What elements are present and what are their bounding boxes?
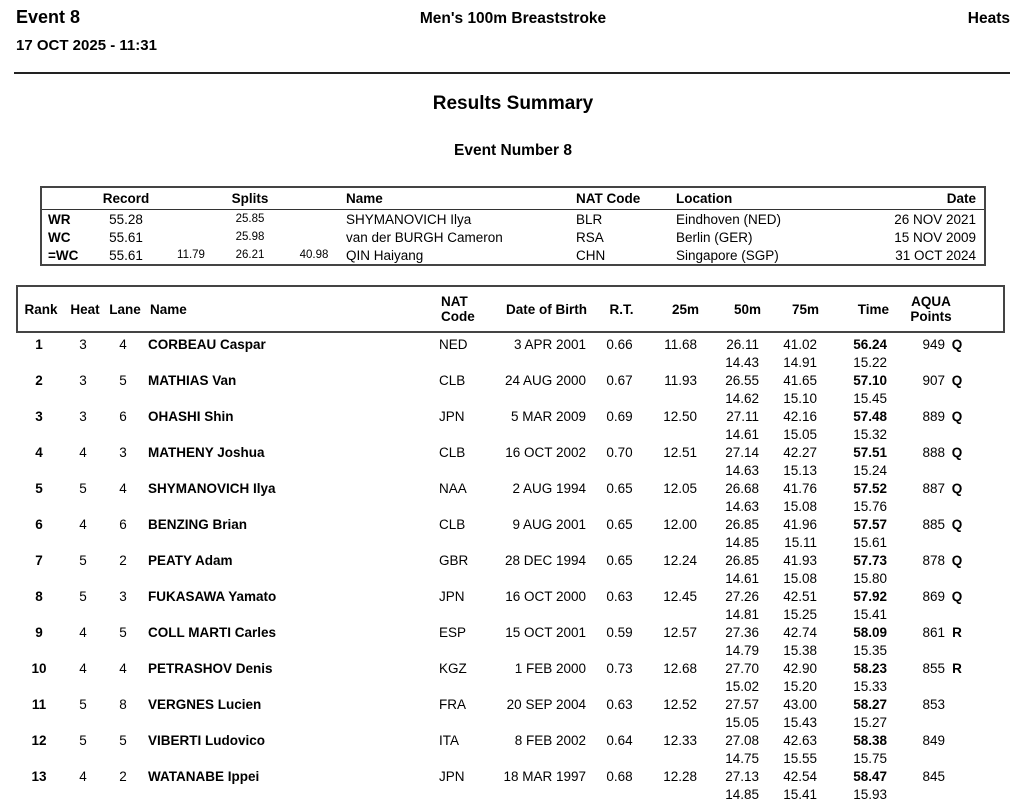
swimmer-name-cell: MATHENY Joshua: [148, 445, 265, 460]
points-value: 853: [922, 697, 945, 712]
swimmer-name-cell: VERGNES Lucien: [148, 697, 262, 712]
aqua-points-cell: [897, 480, 1005, 516]
lane-cell: 5: [119, 733, 127, 748]
split-50m-cell: 27.11 14.61: [725, 409, 759, 442]
qualification-flag: Q: [951, 337, 963, 352]
results-header-points-line1: AQUA: [911, 294, 951, 309]
lane-cell: 5: [119, 373, 127, 388]
final-time-cell: 58.09 15.35: [853, 625, 887, 658]
heat-cell: 5: [79, 697, 87, 712]
split-50m-cell: 26.11 14.43: [725, 337, 759, 370]
nat-code-cell: FRA: [439, 697, 466, 712]
date-of-birth-cell: 16 OCT 2002: [505, 445, 586, 460]
final-time-cell: 58.23 15.33: [853, 661, 887, 694]
split-50m-cell: 26.55 14.62: [725, 373, 759, 406]
results-header-25m: 25m: [671, 301, 699, 317]
aqua-points-cell: [897, 660, 1005, 696]
split-75m-cell: 42.90 15.20: [783, 661, 817, 694]
split-25m-cell: 12.05: [663, 481, 697, 496]
date-of-birth-cell: 5 MAR 2009: [510, 409, 586, 424]
lane-cell: 4: [119, 661, 127, 676]
swimmer-name-cell: VIBERTI Ludovico: [148, 733, 266, 748]
event-label: Event 8: [16, 7, 81, 27]
aqua-points-cell: [897, 588, 1005, 624]
reaction-time-cell: 0.70: [606, 445, 633, 460]
nat-code-cell: CLB: [439, 373, 466, 388]
lane-cell: 8: [119, 697, 127, 712]
final-time-cell: 57.52 15.76: [853, 481, 887, 514]
final-time-cell: 57.57 15.61: [853, 517, 887, 550]
split-25m-cell: 12.24: [663, 553, 697, 568]
split-50m-cell: 27.14 14.63: [725, 445, 759, 478]
split-75m-cell: 41.96 15.11: [783, 517, 817, 550]
rank-cell: 7: [35, 553, 43, 568]
results-header-rt: R.T.: [609, 301, 634, 317]
rank-cell: 13: [31, 769, 47, 784]
rank-cell: 4: [35, 445, 43, 460]
swimmer-name-cell: MATHIAS Van: [148, 373, 237, 388]
split-25m-cell: 12.00: [663, 517, 697, 532]
date-of-birth-cell: 15 OCT 2001: [505, 625, 586, 640]
points-value: 889: [922, 409, 945, 424]
result-row: [16, 444, 1005, 480]
records-header-name: Name: [346, 191, 383, 206]
date-of-birth-cell: 8 FEB 2002: [514, 733, 586, 748]
split-50m-cell: 26.68 14.63: [725, 481, 759, 514]
reaction-time-cell: 0.65: [606, 553, 633, 568]
heat-cell: 3: [79, 373, 87, 388]
records-header-location: Location: [676, 191, 733, 206]
split-50m-cell: 27.36 14.79: [725, 625, 759, 658]
date-of-birth-cell: 18 MAR 1997: [503, 769, 586, 784]
points-value: 855: [922, 661, 945, 676]
split-75m-cell: 41.65 15.10: [783, 373, 817, 406]
heat-cell: 4: [79, 625, 87, 640]
points-value: 869: [922, 589, 945, 604]
heat-cell: 4: [79, 661, 87, 676]
result-row: [16, 516, 1005, 552]
date-of-birth-cell: 1 FEB 2000: [514, 661, 586, 676]
reaction-time-cell: 0.59: [606, 625, 633, 640]
record-split-50: 26.21: [235, 249, 265, 261]
date-of-birth-cell: 3 APR 2001: [513, 337, 586, 352]
split-25m-cell: 12.68: [663, 661, 697, 676]
split-75m-cell: 41.02 14.91: [783, 337, 817, 370]
split-50m-cell: 26.85 14.85: [725, 517, 759, 550]
split-75m-cell: 42.16 15.05: [783, 409, 817, 442]
results-header-row: [16, 285, 1005, 333]
nat-code-cell: NAA: [439, 481, 467, 496]
nat-code-cell: NED: [439, 337, 468, 352]
split-50m-cell: 26.85 14.61: [725, 553, 759, 586]
swimmer-name-cell: FUKASAWA Yamato: [148, 589, 277, 604]
result-row: [16, 696, 1005, 732]
qualification-flag: [945, 696, 969, 714]
results-header-nat-line2: Code: [441, 309, 475, 324]
results-header-aqua-points: [899, 294, 1003, 324]
split-75m-cell: 42.51 15.25: [783, 589, 817, 622]
aqua-points-cell: [897, 552, 1005, 588]
results-header-points-line2: Points: [910, 309, 952, 324]
split-75m-cell: 42.63 15.55: [783, 733, 817, 766]
lane-cell: 4: [119, 481, 127, 496]
record-row: [42, 246, 984, 264]
records-body: [42, 210, 984, 264]
results-header-nat-code: [439, 294, 499, 324]
results-header-75m: 75m: [791, 301, 819, 317]
result-row: [16, 336, 1005, 372]
split-75m-cell: 42.27 15.13: [783, 445, 817, 478]
record-nat-code: BLR: [576, 211, 603, 227]
result-row: [16, 768, 1005, 804]
records-header-record: Record: [102, 191, 150, 206]
aqua-points-cell: [897, 444, 1005, 480]
result-row: [16, 372, 1005, 408]
result-row: [16, 588, 1005, 624]
reaction-time-cell: 0.64: [606, 733, 633, 748]
split-25m-cell: 11.68: [664, 337, 697, 352]
result-row: [16, 732, 1005, 768]
results-header-rank: Rank: [24, 301, 58, 317]
reaction-time-cell: 0.63: [606, 697, 633, 712]
split-25m-cell: 12.45: [663, 589, 697, 604]
split-50m-cell: 27.08 14.75: [725, 733, 759, 766]
record-time: 55.61: [109, 229, 143, 245]
record-nat-code: CHN: [576, 247, 606, 263]
aqua-points-cell: [897, 516, 1005, 552]
qualification-flag: R: [952, 625, 962, 640]
results-header-lane: Lane: [109, 301, 141, 317]
rank-cell: 1: [35, 337, 43, 352]
split-25m-cell: 11.93: [664, 373, 697, 388]
qualification-flag: [945, 732, 969, 750]
summary-title: Results Summary: [432, 93, 594, 114]
split-50m-cell: 27.57 15.05: [725, 697, 759, 730]
split-75m-cell: 43.00 15.43: [783, 697, 817, 730]
results-header-time: Time: [857, 301, 889, 317]
swimmer-name-cell: BENZING Brian: [148, 517, 248, 532]
aqua-points-cell: [897, 336, 1005, 372]
record-date: 31 OCT 2024: [895, 247, 976, 263]
points-value: 849: [922, 733, 945, 748]
qualification-flag: Q: [951, 445, 963, 460]
heat-cell: 5: [79, 481, 87, 496]
heat-cell: 5: [79, 733, 87, 748]
record-row: [42, 228, 984, 246]
record-date: 15 NOV 2009: [894, 229, 976, 245]
points-value: 845: [922, 769, 945, 784]
swimmer-name-cell: COLL MARTI Carles: [148, 625, 277, 640]
split-75m-cell: 42.54 15.41: [783, 769, 817, 802]
final-time-cell: 57.10 15.45: [853, 373, 887, 406]
reaction-time-cell: 0.66: [606, 337, 633, 352]
nat-code-cell: JPN: [439, 589, 465, 604]
final-time-cell: 58.47 15.93: [853, 769, 887, 802]
heat-cell: 5: [79, 553, 87, 568]
aqua-points-cell: [897, 732, 1005, 768]
record-holder-name: van der BURGH Cameron: [346, 229, 503, 245]
date-of-birth-cell: 24 AUG 2000: [504, 373, 586, 388]
record-label: WC: [48, 229, 71, 245]
rank-cell: 10: [31, 661, 47, 676]
swimmer-name-cell: WATANABE Ippei: [148, 769, 260, 784]
results-header-heat: Heat: [70, 301, 100, 317]
rank-cell: 6: [35, 517, 43, 532]
lane-cell: 2: [119, 769, 127, 784]
swimmer-name-cell: CORBEAU Caspar: [148, 337, 266, 352]
aqua-points-cell: [897, 768, 1005, 804]
points-value: 887: [922, 481, 945, 496]
record-nat-code: RSA: [576, 229, 604, 245]
split-25m-cell: 12.33: [663, 733, 697, 748]
records-header-nat: NAT Code: [576, 191, 641, 206]
reaction-time-cell: 0.68: [606, 769, 633, 784]
aqua-points-cell: [897, 624, 1005, 660]
reaction-time-cell: 0.69: [606, 409, 633, 424]
qualification-flag: [945, 768, 969, 786]
lane-cell: 6: [119, 517, 127, 532]
rank-cell: 8: [35, 589, 43, 604]
qualification-flag: Q: [951, 481, 963, 496]
swimmer-name-cell: PEATY Adam: [148, 553, 233, 568]
records-header-splits: Splits: [231, 191, 269, 206]
records-header-row: [42, 188, 984, 210]
aqua-points-cell: [897, 372, 1005, 408]
record-split-25: 11.79: [177, 249, 205, 261]
points-value: 888: [922, 445, 945, 460]
points-value: 878: [922, 553, 945, 568]
reaction-time-cell: 0.67: [606, 373, 633, 388]
final-time-cell: 57.73 15.80: [853, 553, 887, 586]
record-label: WR: [48, 211, 71, 227]
record-row: [42, 210, 984, 228]
record-split-50: 25.85: [235, 213, 265, 225]
record-time: 55.28: [109, 211, 143, 227]
qualification-flag: Q: [951, 373, 963, 388]
result-row: [16, 660, 1005, 696]
record-location: Singapore (SGP): [676, 247, 779, 263]
record-date: 26 NOV 2021: [894, 211, 976, 227]
split-50m-cell: 27.26 14.81: [725, 589, 759, 622]
points-value: 885: [922, 517, 945, 532]
result-row: [16, 624, 1005, 660]
date-of-birth-cell: 9 AUG 2001: [512, 517, 586, 532]
aqua-points-cell: [897, 408, 1005, 444]
split-25m-cell: 12.28: [663, 769, 697, 784]
split-75m-cell: 41.76 15.08: [783, 481, 817, 514]
date-of-birth-cell: 2 AUG 1994: [512, 481, 586, 496]
records-table: [40, 186, 986, 266]
rank-cell: 9: [35, 625, 43, 640]
record-label: =WC: [48, 247, 79, 263]
record-split-75: 40.98: [299, 249, 329, 261]
rank-cell: 2: [35, 373, 43, 388]
points-value: 907: [922, 373, 945, 388]
heat-cell: 4: [79, 769, 87, 784]
swimmer-name-cell: PETRASHOV Denis: [148, 661, 273, 676]
results-header-nat-line1: NAT: [441, 294, 468, 309]
reaction-time-cell: 0.65: [606, 517, 633, 532]
heat-cell: 4: [79, 445, 87, 460]
split-50m-cell: 27.70 15.02: [725, 661, 759, 694]
results-body: [16, 336, 1005, 804]
heat-cell: 4: [79, 517, 87, 532]
nat-code-cell: GBR: [439, 553, 469, 568]
swimmer-name-cell: OHASHI Shin: [148, 409, 234, 424]
rank-cell: 12: [31, 733, 47, 748]
event-number-title: Event Number 8: [453, 142, 572, 159]
aqua-points-cell: [897, 696, 1005, 732]
date-of-birth-cell: 16 OCT 2000: [505, 589, 586, 604]
nat-code-cell: CLB: [439, 445, 466, 460]
heat-cell: 5: [79, 589, 87, 604]
swimmer-name-cell: SHYMANOVICH Ilya: [148, 481, 276, 496]
split-25m-cell: 12.57: [663, 625, 697, 640]
split-50m-cell: 27.13 14.85: [725, 769, 759, 802]
split-25m-cell: 12.50: [663, 409, 697, 424]
qualification-flag: Q: [951, 517, 963, 532]
qualification-flag: Q: [951, 409, 963, 424]
lane-cell: 2: [119, 553, 127, 568]
reaction-time-cell: 0.65: [606, 481, 633, 496]
record-location: Berlin (GER): [676, 229, 753, 245]
final-time-cell: 57.51 15.24: [853, 445, 887, 478]
record-holder-name: SHYMANOVICH Ilya: [346, 211, 472, 227]
split-75m-cell: 42.74 15.38: [783, 625, 817, 658]
final-time-cell: 56.24 15.22: [853, 337, 887, 370]
results-header-50m: 50m: [733, 301, 761, 317]
lane-cell: 6: [119, 409, 127, 424]
result-row: [16, 480, 1005, 516]
nat-code-cell: ESP: [439, 625, 467, 640]
result-row: [16, 408, 1005, 444]
final-time-cell: 58.27 15.27: [853, 697, 887, 730]
final-time-cell: 57.48 15.32: [853, 409, 887, 442]
final-time-cell: 58.38 15.75: [853, 733, 887, 766]
nat-code-cell: KGZ: [439, 661, 467, 676]
split-25m-cell: 12.51: [663, 445, 697, 460]
qualification-flag: Q: [951, 553, 963, 568]
nat-code-cell: ITA: [439, 733, 459, 748]
date-of-birth-cell: 20 SEP 2004: [506, 697, 586, 712]
lane-cell: 5: [119, 625, 127, 640]
lane-cell: 4: [119, 337, 127, 352]
result-row: [16, 552, 1005, 588]
reaction-time-cell: 0.63: [606, 589, 633, 604]
points-value: 861: [922, 625, 945, 640]
results-header-dob: Date of Birth: [506, 301, 587, 317]
heat-cell: 3: [79, 337, 87, 352]
records-header-date: Date: [946, 191, 976, 206]
split-75m-cell: 41.93 15.08: [783, 553, 817, 586]
record-holder-name: QIN Haiyang: [346, 247, 424, 263]
session-label: Heats: [967, 10, 1010, 27]
header-divider: [14, 72, 1010, 74]
points-value: 949: [922, 337, 945, 352]
final-time-cell: 57.92 15.41: [853, 589, 887, 622]
qualification-flag: R: [952, 661, 962, 676]
lane-cell: 3: [119, 589, 127, 604]
qualification-flag: Q: [951, 589, 963, 604]
nat-code-cell: CLB: [439, 517, 466, 532]
rank-cell: 11: [31, 697, 47, 712]
rank-cell: 5: [35, 481, 43, 496]
event-title: Men's 100m Breaststroke: [419, 10, 607, 27]
record-location: Eindhoven (NED): [676, 211, 782, 227]
nat-code-cell: JPN: [439, 769, 465, 784]
rank-cell: 3: [35, 409, 43, 424]
date-of-birth-cell: 28 DEC 1994: [504, 553, 586, 568]
lane-cell: 3: [119, 445, 127, 460]
session-datetime: 17 OCT 2025 - 11:31: [16, 37, 157, 54]
reaction-time-cell: 0.73: [606, 661, 633, 676]
split-25m-cell: 12.52: [663, 697, 697, 712]
heat-cell: 3: [79, 409, 87, 424]
record-split-50: 25.98: [235, 231, 265, 243]
nat-code-cell: JPN: [439, 409, 465, 424]
results-header-name: Name: [150, 301, 187, 317]
record-time: 55.61: [109, 247, 143, 263]
